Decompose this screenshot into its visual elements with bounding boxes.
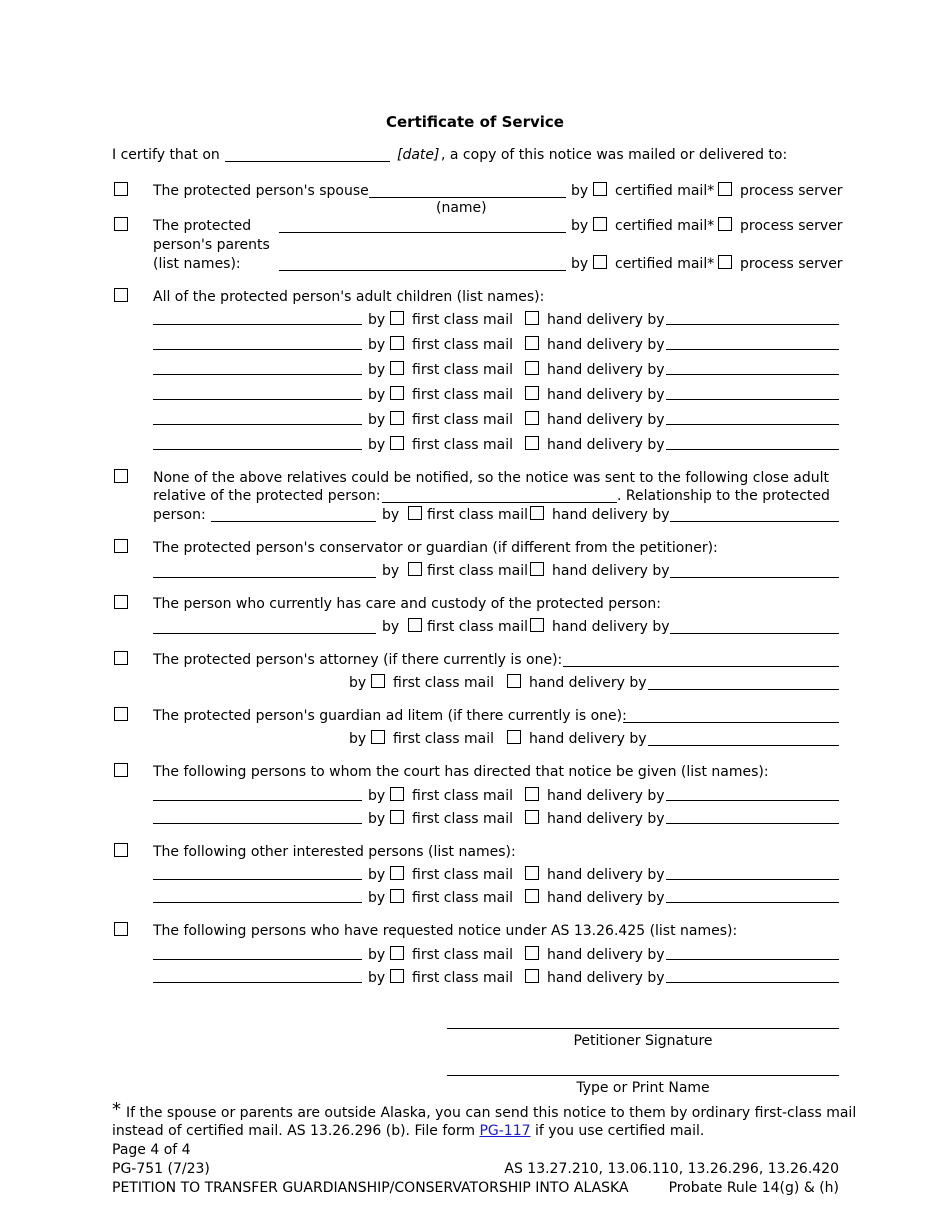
certified-mail-checkbox[interactable] — [593, 182, 607, 196]
hand-delivery-checkbox[interactable] — [525, 810, 539, 824]
probate-rule: Probate Rule 14(g) & (h) — [668, 1180, 839, 1196]
children-label: All of the protected person's adult children (list names): — [153, 289, 545, 305]
by-label: by — [368, 890, 386, 906]
first-class-mail-checkbox[interactable] — [390, 866, 404, 880]
hand-delivery-line[interactable] — [666, 324, 839, 325]
page-number: Page 4 of 4 — [112, 1142, 191, 1158]
relative-label-1: None of the above relatives could be notified, so the notice was sent to the following close adult — [153, 470, 829, 486]
hand-delivery-checkbox[interactable] — [525, 411, 539, 425]
date-line[interactable] — [225, 161, 390, 162]
print-name-line[interactable] — [447, 1075, 839, 1076]
by-label: by — [368, 811, 386, 827]
footnote-line-2 — [112, 1123, 704, 1139]
name-line[interactable] — [153, 633, 376, 634]
directed-label: The following persons to whom the court has directed that notice be given (list names): — [153, 764, 769, 780]
requested-label: The following persons who have requested notice under AS 13.26.425 (list names): — [153, 923, 738, 939]
conservator-label: The protected person's conservator or guardian (if different from the petitioner): — [153, 540, 718, 556]
footnote-star: * — [112, 1099, 121, 1120]
hand-delivery-label: hand delivery by — [547, 362, 665, 378]
by-label: by — [382, 619, 400, 635]
name-line[interactable] — [153, 577, 376, 578]
hand-delivery-checkbox[interactable] — [525, 436, 539, 450]
first-class-mail-label: first class mail — [412, 312, 514, 328]
by-label: by — [368, 337, 386, 353]
spouse-checkbox[interactable] — [114, 182, 128, 196]
attorney-checkbox[interactable] — [114, 651, 128, 665]
conservator-checkbox[interactable] — [114, 539, 128, 553]
hand-delivery-checkbox[interactable] — [525, 311, 539, 325]
hand-delivery-checkbox[interactable] — [525, 946, 539, 960]
parents-label-2: person's parents — [153, 237, 270, 253]
hand-delivery-checkbox[interactable] — [525, 787, 539, 801]
hand-delivery-line[interactable] — [666, 823, 839, 824]
parent-name-line[interactable] — [279, 232, 566, 233]
hand-delivery-line[interactable] — [666, 982, 839, 983]
hand-delivery-checkbox[interactable] — [525, 889, 539, 903]
hand-delivery-label: hand delivery by — [547, 890, 665, 906]
custody-label: The person who currently has care and custody of the protected person: — [153, 596, 661, 612]
first-class-mail-label: first class mail — [412, 337, 514, 353]
first-class-mail-label: first class mail — [393, 675, 495, 691]
name-line[interactable] — [153, 823, 362, 824]
requested-checkbox[interactable] — [114, 922, 128, 936]
hand-delivery-line[interactable] — [648, 745, 839, 746]
hand-delivery-label: hand delivery by — [547, 437, 665, 453]
parent-name-line[interactable] — [279, 270, 566, 271]
hand-delivery-checkbox[interactable] — [525, 386, 539, 400]
first-class-mail-checkbox[interactable] — [390, 386, 404, 400]
hand-delivery-label: hand delivery by — [552, 563, 670, 579]
first-class-mail-checkbox[interactable] — [371, 730, 385, 744]
hand-delivery-line[interactable] — [648, 689, 839, 690]
page-title: Certificate of Service — [385, 113, 564, 131]
by-label: by — [368, 947, 386, 963]
spouse-label: The protected person's spouse — [153, 183, 369, 199]
first-class-mail-label: first class mail — [427, 563, 529, 579]
form-number: PG-751 (7/23) — [112, 1161, 210, 1177]
hand-delivery-line[interactable] — [670, 521, 839, 522]
process-server-label: process server — [740, 218, 843, 234]
hand-delivery-line[interactable] — [666, 424, 839, 425]
by-label: by — [571, 183, 589, 199]
hand-delivery-checkbox[interactable] — [507, 674, 521, 688]
hand-delivery-label: hand delivery by — [552, 507, 670, 523]
hand-delivery-line[interactable] — [670, 577, 839, 578]
by-label: by — [368, 312, 386, 328]
by-label: by — [349, 731, 367, 747]
hand-delivery-line[interactable] — [666, 800, 839, 801]
statutes: AS 13.27.210, 13.06.110, 13.26.296, 13.26.420 — [504, 1161, 839, 1177]
children-checkbox[interactable] — [114, 288, 128, 302]
hand-delivery-line[interactable] — [670, 633, 839, 634]
hand-delivery-label: hand delivery by — [547, 811, 665, 827]
name-line[interactable] — [153, 324, 362, 325]
first-class-mail-checkbox[interactable] — [390, 810, 404, 824]
process-server-checkbox[interactable] — [718, 255, 732, 269]
by-label: by — [571, 256, 589, 272]
signature-caption: Petitioner Signature — [573, 1033, 713, 1049]
hand-delivery-line[interactable] — [666, 399, 839, 400]
hand-delivery-label: hand delivery by — [529, 675, 647, 691]
hand-delivery-checkbox[interactable] — [530, 506, 544, 520]
by-label: by — [349, 675, 367, 691]
first-class-mail-checkbox[interactable] — [408, 562, 422, 576]
name-line[interactable] — [153, 959, 362, 960]
by-label: by — [368, 867, 386, 883]
by-label: by — [368, 412, 386, 428]
by-label: by — [368, 437, 386, 453]
by-label: by — [382, 507, 400, 523]
hand-delivery-checkbox[interactable] — [530, 562, 544, 576]
process-server-label: process server — [740, 183, 843, 199]
first-class-mail-label: first class mail — [427, 619, 529, 635]
first-class-mail-checkbox[interactable] — [390, 411, 404, 425]
hand-delivery-label: hand delivery by — [552, 619, 670, 635]
process-server-label: process server — [740, 256, 843, 272]
attorney-name-line[interactable] — [563, 666, 839, 667]
first-class-mail-label: first class mail — [412, 387, 514, 403]
hand-delivery-label: hand delivery by — [529, 731, 647, 747]
directed-checkbox[interactable] — [114, 763, 128, 777]
first-class-mail-checkbox[interactable] — [408, 506, 422, 520]
print-name-caption: Type or Print Name — [576, 1080, 710, 1096]
relative-label-2b: . Relationship to the protected — [617, 488, 830, 504]
name-line[interactable] — [153, 349, 362, 350]
first-class-mail-label: first class mail — [412, 947, 514, 963]
first-class-mail-label: first class mail — [412, 811, 514, 827]
name-line[interactable] — [153, 449, 362, 450]
custody-checkbox[interactable] — [114, 595, 128, 609]
first-class-mail-checkbox[interactable] — [390, 969, 404, 983]
by-label: by — [368, 788, 386, 804]
first-class-mail-checkbox[interactable] — [390, 889, 404, 903]
parents-checkbox[interactable] — [114, 217, 128, 231]
hand-delivery-line[interactable] — [666, 879, 839, 880]
certified-mail-label: certified mail* — [615, 183, 715, 199]
first-class-mail-checkbox[interactable] — [390, 436, 404, 450]
first-class-mail-label: first class mail — [412, 362, 514, 378]
first-class-mail-checkbox[interactable] — [390, 787, 404, 801]
name-line[interactable] — [153, 800, 362, 801]
footnote-text: if you use certified mail. — [530, 1123, 705, 1139]
relative-label-3: person: — [153, 507, 206, 523]
hand-delivery-label: hand delivery by — [547, 867, 665, 883]
certified-mail-label: certified mail* — [615, 218, 715, 234]
attorney-label: The protected person's attorney (if there currently is one): — [153, 652, 563, 668]
first-class-mail-label: first class mail — [412, 890, 514, 906]
certified-mail-label: certified mail* — [615, 256, 715, 272]
name-line[interactable] — [153, 424, 362, 425]
hand-delivery-checkbox[interactable] — [525, 866, 539, 880]
pg-117-link[interactable]: PG-117 — [479, 1123, 531, 1139]
first-class-mail-label: first class mail — [412, 788, 514, 804]
first-class-mail-checkbox[interactable] — [390, 946, 404, 960]
gal-checkbox[interactable] — [114, 707, 128, 721]
interested-label: The following other interested persons (list names): — [153, 844, 516, 860]
spouse-name-line[interactable] — [369, 197, 566, 198]
first-class-mail-label: first class mail — [393, 731, 495, 747]
footnote-text: instead of certified mail. AS 13.26.296 (b). File form — [112, 1123, 480, 1139]
certified-mail-checkbox[interactable] — [593, 255, 607, 269]
hand-delivery-label: hand delivery by — [547, 312, 665, 328]
process-server-checkbox[interactable] — [718, 182, 732, 196]
form-name: PETITION TO TRANSFER GUARDIANSHIP/CONSERVATORSHIP INTO ALASKA — [112, 1180, 629, 1196]
intro-date: [date] — [397, 147, 440, 163]
intro-post: , a copy of this notice was mailed or delivered to: — [441, 147, 788, 163]
hand-delivery-label: hand delivery by — [547, 387, 665, 403]
hand-delivery-line[interactable] — [666, 902, 839, 903]
by-label: by — [382, 563, 400, 579]
hand-delivery-line[interactable] — [666, 959, 839, 960]
name-line[interactable] — [153, 374, 362, 375]
hand-delivery-label: hand delivery by — [547, 337, 665, 353]
relationship-line[interactable] — [211, 521, 376, 522]
by-label: by — [368, 387, 386, 403]
hand-delivery-label: hand delivery by — [547, 970, 665, 986]
process-server-checkbox[interactable] — [718, 217, 732, 231]
signature-line[interactable] — [447, 1028, 839, 1029]
hand-delivery-label: hand delivery by — [547, 947, 665, 963]
hand-delivery-line[interactable] — [666, 374, 839, 375]
hand-delivery-label: hand delivery by — [547, 412, 665, 428]
footnote-line-1: If the spouse or parents are outside Alaska, you can send this notice to them by ordinary first-class mail — [126, 1105, 857, 1121]
name-line[interactable] — [153, 982, 362, 983]
hand-delivery-checkbox[interactable] — [525, 361, 539, 375]
certified-mail-checkbox[interactable] — [593, 217, 607, 231]
first-class-mail-checkbox[interactable] — [390, 361, 404, 375]
first-class-mail-checkbox[interactable] — [390, 336, 404, 350]
name-line[interactable] — [153, 399, 362, 400]
hand-delivery-checkbox[interactable] — [525, 336, 539, 350]
by-label: by — [368, 362, 386, 378]
relative-checkbox[interactable] — [114, 469, 128, 483]
hand-delivery-checkbox[interactable] — [507, 730, 521, 744]
by-label: by — [571, 218, 589, 234]
gal-name-line[interactable] — [623, 722, 839, 723]
interested-checkbox[interactable] — [114, 843, 128, 857]
first-class-mail-label: first class mail — [412, 970, 514, 986]
by-label: by — [368, 970, 386, 986]
name-caption: (name) — [436, 200, 487, 216]
hand-delivery-checkbox[interactable] — [525, 969, 539, 983]
first-class-mail-label: first class mail — [412, 437, 514, 453]
parents-label-1: The protected — [153, 218, 252, 234]
first-class-mail-checkbox[interactable] — [390, 311, 404, 325]
relative-name-line[interactable] — [382, 502, 617, 503]
name-line[interactable] — [153, 902, 362, 903]
first-class-mail-label: first class mail — [427, 507, 529, 523]
relative-label-2a: relative of the protected person: — [153, 488, 381, 504]
hand-delivery-label: hand delivery by — [547, 788, 665, 804]
parents-label-3: (list names): — [153, 256, 241, 272]
intro-pre: I certify that on — [112, 147, 220, 163]
gal-label: The protected person's guardian ad litem (if there currently is one): — [153, 708, 627, 724]
hand-delivery-line[interactable] — [666, 449, 839, 450]
name-line[interactable] — [153, 879, 362, 880]
hand-delivery-checkbox[interactable] — [530, 618, 544, 632]
first-class-mail-label: first class mail — [412, 412, 514, 428]
first-class-mail-checkbox[interactable] — [408, 618, 422, 632]
first-class-mail-checkbox[interactable] — [371, 674, 385, 688]
first-class-mail-label: first class mail — [412, 867, 514, 883]
hand-delivery-line[interactable] — [666, 349, 839, 350]
